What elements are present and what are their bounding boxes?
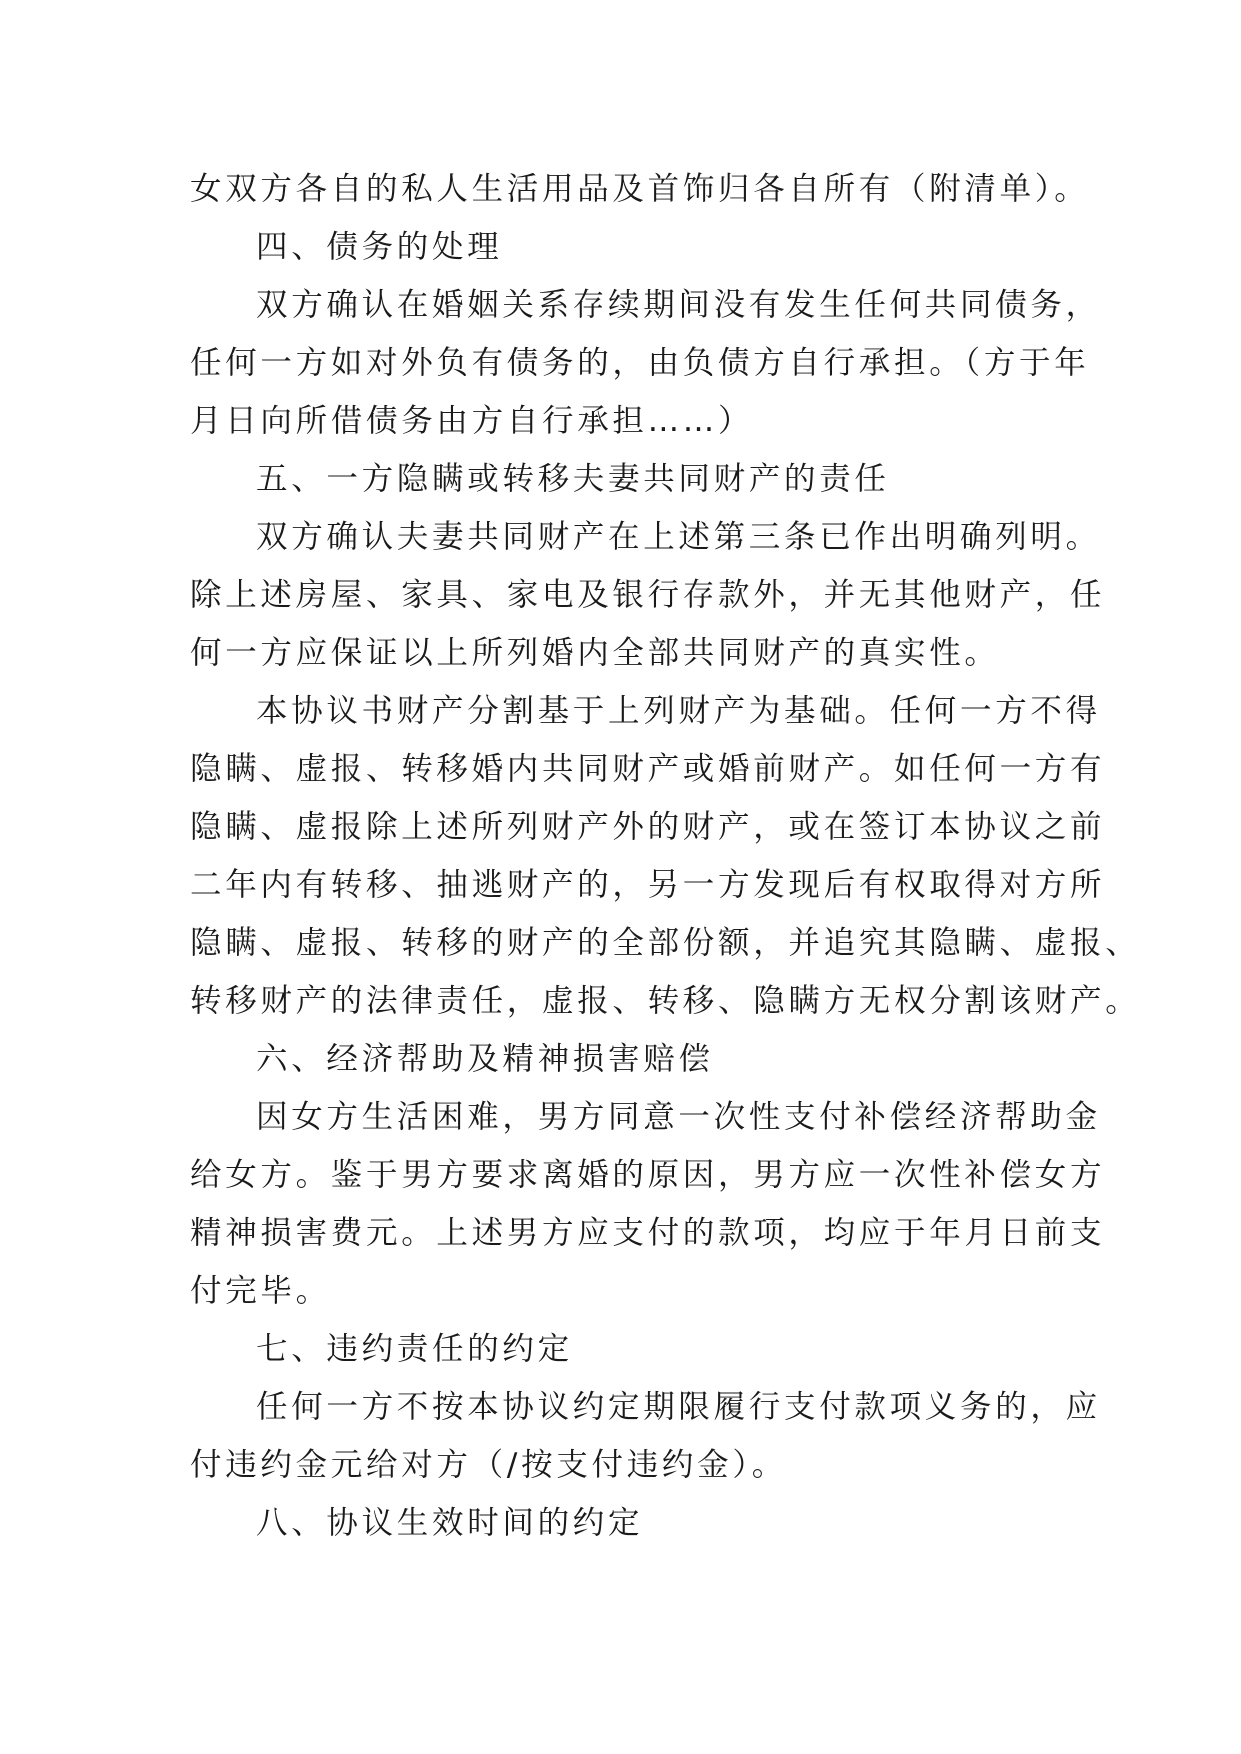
section-heading-concealment: 五、一方隐瞒或转移夫妻共同财产的责任 — [256, 461, 890, 497]
body-line: 任何一方不按本协议约定期限履行支付款项义务的，应 — [256, 1389, 1101, 1425]
body-line: 何一方应保证以上所列婚内全部共同财产的真实性。 — [190, 635, 1000, 671]
body-line: 给女方。鉴于男方要求离婚的原因，男方应一次性补偿女方 — [190, 1157, 1106, 1193]
section-heading-debts: 四、债务的处理 — [256, 229, 503, 265]
body-line: 转移财产的法律责任，虚报、转移、隐瞒方无权分割该财产。 — [190, 983, 1141, 1019]
body-line: 女双方各自的私人生活用品及首饰归各自所有（附清单）。 — [190, 171, 1090, 207]
section-heading-effective-date: 八、协议生效时间的约定 — [256, 1505, 644, 1541]
body-line: 双方确认在婚姻关系存续期间没有发生任何共同债务， — [256, 287, 1101, 323]
section-heading-compensation: 六、经济帮助及精神损害赔偿 — [256, 1041, 714, 1077]
body-line: 付违约金元给对方（/按支付违约金）。 — [190, 1447, 787, 1483]
body-line: 隐瞒、虚报、转移的财产的全部份额，并追究其隐瞒、虚报、 — [190, 925, 1141, 961]
body-line: 精神损害费元。上述男方应支付的款项，均应于年月日前支 — [190, 1215, 1106, 1251]
document-body — [190, 160, 1141, 1552]
body-line: 任何一方如对外负有债务的，由负债方自行承担。（方于年 — [190, 345, 1090, 381]
body-line: 隐瞒、虚报、转移婚内共同财产或婚前财产。如任何一方有 — [190, 751, 1106, 787]
body-line: 月日向所借债务由方自行承担……） — [190, 403, 754, 439]
body-line: 二年内有转移、抽逃财产的，另一方发现后有权取得对方所 — [190, 867, 1106, 903]
section-heading-breach: 七、违约责任的约定 — [256, 1331, 573, 1367]
body-line: 除上述房屋、家具、家电及银行存款外，并无其他财产，任 — [190, 577, 1106, 613]
body-line: 付完毕。 — [190, 1273, 331, 1309]
body-line: 隐瞒、虚报除上述所列财产外的财产，或在签订本协议之前 — [190, 809, 1106, 845]
body-line: 本协议书财产分割基于上列财产为基础。任何一方不得 — [256, 693, 1101, 729]
body-line: 双方确认夫妻共同财产在上述第三条已作出明确列明。 — [256, 519, 1101, 555]
body-line: 因女方生活困难，男方同意一次性支付补偿经济帮助金 — [256, 1099, 1101, 1135]
